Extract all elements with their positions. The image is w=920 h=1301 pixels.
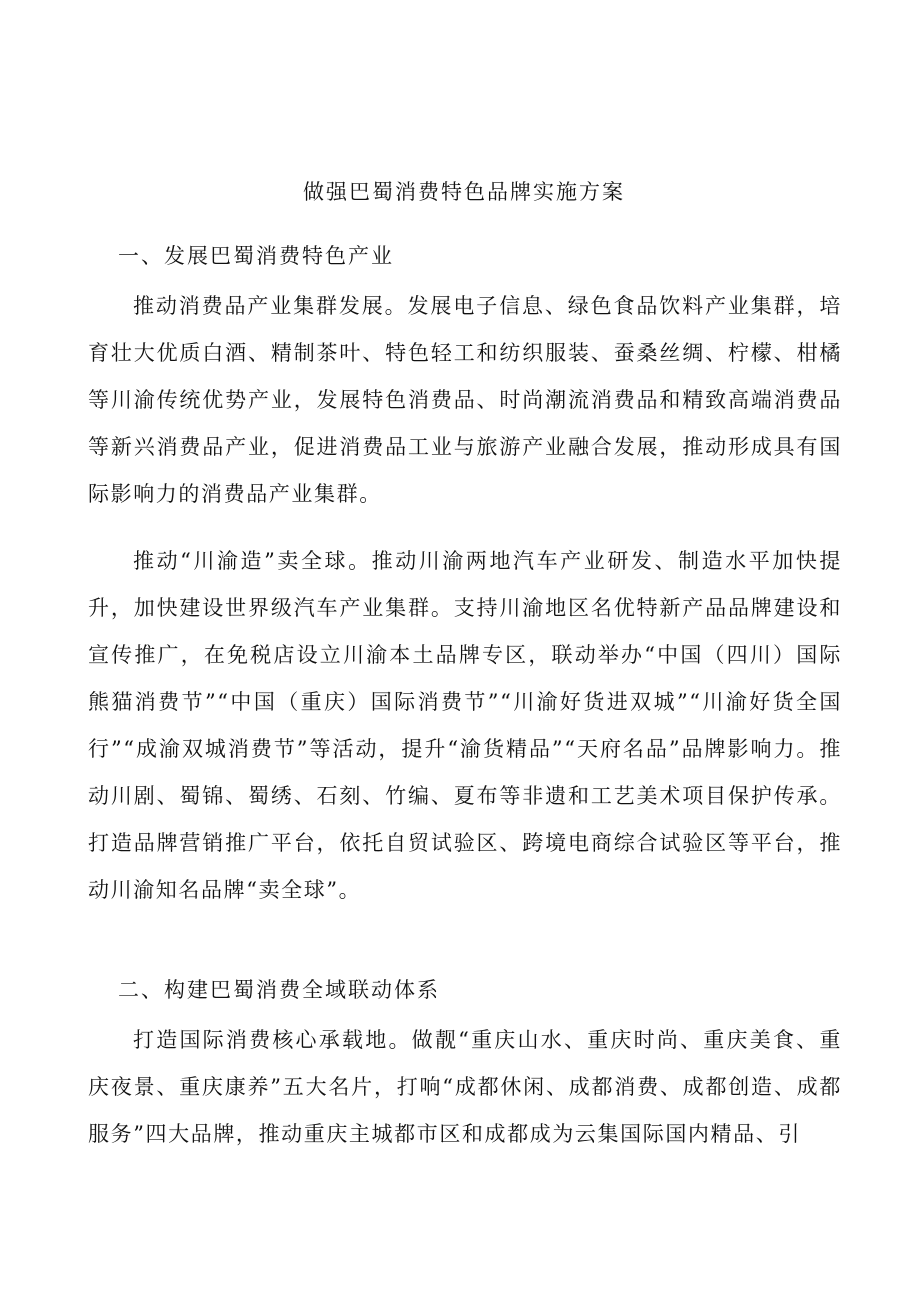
- section-heading-1: 一、发展巴蜀消费特色产业: [118, 244, 394, 268]
- paragraph-international-consumption-hub: 打造国际消费核心承载地。做靓“重庆山水、重庆时尚、重庆美食、重庆夜景、重庆康养”五大名片，打响“成都休闲、成都消费、成都创造、成都服务”四大品牌，推动重庆主城都市区和成都成为云集国际国内精品、引: [88, 1028, 842, 1146]
- section-heading-2: 二、构建巴蜀消费全域联动体系: [118, 978, 440, 1002]
- paragraph-consumer-goods-cluster: 推动消费品产业集群发展。发展电子信息、绿色食品饮料产业集群，培育壮大优质白酒、精制茶叶、特色轻工和纺织服装、蚕桑丝绸、柠檬、柑橘等川渝传统优势产业，发展特色消费品、时尚潮流消费品和精致高端消费品等新兴消费品产业，促进消费品工业与旅游产业融合发展，推动形成具有国际影响力的消费品产业集群。: [88, 294, 842, 506]
- paragraph-chuanyu-made-global: 推动“川渝造”卖全球。推动川渝两地汽车产业研发、制造水平加快提升，加快建设世界级汽车产业集群。支持川渝地区名优特新产品品牌建设和宣传推广，在免税店设立川渝本土品牌专区，联动举办“中国（四川）国际熊猫消费节”“中国（重庆）国际消费节”“川渝好货进双城”“川渝好货全国行”“成渝双城消费节”等活动，提升“渝货精品”“天府名品”品牌影响力。推动川剧、蜀锦、蜀绣、石刻、竹编、夏布等非遗和工艺美术项目保护传承。打造品牌营销推广平台，依托自贸试验区、跨境电商综合试验区等平台，推动川渝知名品牌“卖全球”。: [88, 549, 842, 902]
- document-title: 做强巴蜀消费特色品牌实施方案: [303, 180, 625, 204]
